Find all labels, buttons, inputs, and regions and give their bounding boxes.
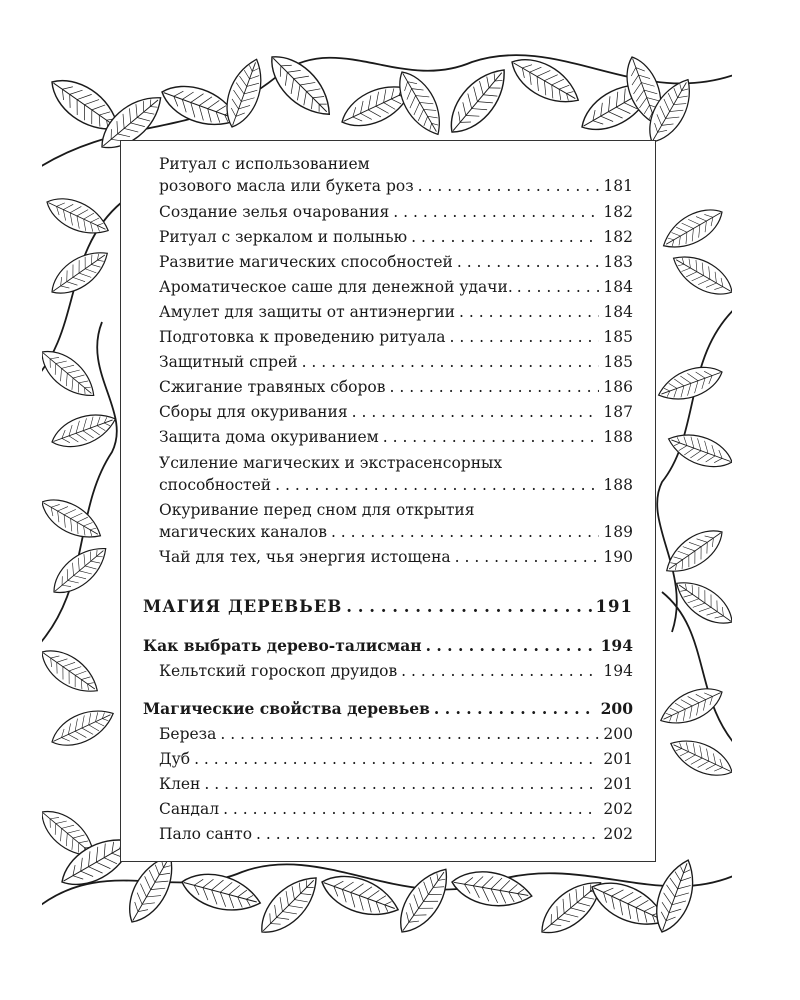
toc-leader-dots (389, 376, 599, 398)
toc-entry-title: Чай для тех, чья энергия истощена (159, 548, 451, 566)
toc-leader-dots (426, 635, 597, 657)
toc-leader-dots (223, 798, 599, 820)
toc-leader-dots (194, 748, 599, 770)
toc-leader-dots (352, 401, 600, 423)
toc-page-number: 186 (603, 378, 633, 396)
toc-page-number: 190 (603, 548, 633, 566)
toc-entry (159, 426, 633, 448)
toc-entry-line: Усиление магических и экстрасенсорных (159, 454, 503, 472)
toc-list (121, 141, 655, 861)
toc-entry-title: розового масла или букета роз (159, 177, 414, 195)
toc-page-number: 188 (603, 476, 633, 494)
toc-page-number: 184 (603, 303, 633, 321)
toc-entry-title: Береза (159, 725, 217, 743)
toc-section-title: Магические свойства деревьев (143, 699, 430, 718)
toc-leader-dots (204, 773, 599, 795)
toc-chapter-heading (143, 596, 633, 618)
toc-leader-dots (393, 201, 599, 223)
toc-entry-line: Ритуал с использованием (159, 155, 370, 173)
toc-page-number: 200 (603, 725, 633, 743)
toc-page-number: 194 (603, 662, 633, 680)
toc-entry (159, 201, 633, 223)
toc-leader-dots (418, 175, 600, 197)
toc-leader-dots (455, 546, 600, 568)
toc-entry-title: Амулет для защиты от антиэнергии (159, 303, 456, 321)
toc-entry (159, 798, 633, 820)
toc-page-number: 200 (600, 699, 633, 718)
table-of-contents-panel (120, 140, 656, 862)
toc-entry-title: Сандал (159, 800, 220, 818)
toc-entry-title: Сжигание травяных сборов (159, 378, 386, 396)
toc-entry-title: Пало санто (159, 825, 253, 843)
toc-entry (159, 660, 633, 682)
toc-page-number: 187 (603, 403, 633, 421)
toc-entry (159, 301, 633, 323)
toc-page-number: 194 (600, 636, 633, 655)
toc-leader-dots (275, 474, 599, 496)
toc-leader-dots (457, 251, 600, 273)
toc-entry-title: Ароматическое саше для денежной удачи. (159, 278, 513, 296)
toc-entry-title: Клен (159, 775, 201, 793)
toc-page-number: 182 (603, 203, 633, 221)
toc-entry-title: Кельтский гороскоп друидов (159, 662, 398, 680)
toc-entry (159, 351, 633, 373)
toc-entry-title: Создание зелья очарования (159, 203, 390, 221)
toc-entry-title: Подготовка к проведению ритуала (159, 328, 446, 346)
toc-page-number: 185 (603, 353, 633, 371)
toc-page-number: 202 (603, 825, 633, 843)
toc-entry (159, 823, 633, 845)
toc-page-number: 201 (603, 750, 633, 768)
toc-leader-dots (256, 823, 599, 845)
toc-entry-title: Сборы для окуривания (159, 403, 348, 421)
toc-page-number: 184 (603, 278, 633, 296)
toc-leader-dots (411, 226, 599, 248)
toc-entry (159, 521, 633, 543)
toc-leader-dots (346, 596, 591, 618)
toc-leader-dots (302, 351, 600, 373)
toc-entry-title: способностей (159, 476, 272, 494)
toc-entry-title: Ритуал с зеркалом и полынью (159, 228, 408, 246)
toc-leader-dots (434, 698, 597, 720)
toc-entry (159, 773, 633, 795)
toc-section-title: Как выбрать дерево-талисман (143, 636, 422, 655)
toc-leader-dots (383, 426, 600, 448)
toc-entry-line: Окуривание перед сном для открытия (159, 501, 475, 519)
toc-entry-title: Защитный спрей (159, 353, 298, 371)
toc-chapter-title: МАГИЯ ДЕРЕВЬЕВ (143, 597, 343, 616)
toc-entry (159, 401, 633, 423)
toc-page-number: 191 (595, 597, 633, 616)
toc-entry-title: Развитие магических способностей (159, 253, 453, 271)
toc-page-number: 181 (603, 177, 633, 195)
toc-leader-dots (401, 660, 599, 682)
toc-leader-dots (220, 723, 599, 745)
toc-entry (159, 251, 633, 273)
toc-entry (159, 376, 633, 398)
toc-entry-title: Дуб (159, 750, 191, 768)
toc-page-number: 202 (603, 800, 633, 818)
toc-section-heading (143, 698, 633, 720)
toc-leader-dots (459, 301, 599, 323)
toc-entry (159, 175, 633, 197)
toc-entry-title: Защита дома окуриванием (159, 428, 379, 446)
toc-page-number: 183 (603, 253, 633, 271)
toc-entry (159, 276, 633, 298)
toc-leader-dots (331, 521, 599, 543)
toc-entry (159, 326, 633, 348)
toc-leader-dots (517, 276, 600, 298)
toc-section-heading (143, 635, 633, 657)
toc-entry (159, 226, 633, 248)
toc-leader-dots (450, 326, 600, 348)
toc-entry-title: магических каналов (159, 523, 327, 541)
toc-page-number: 185 (603, 328, 633, 346)
toc-entry (159, 723, 633, 745)
toc-page-number: 188 (603, 428, 633, 446)
toc-page-number: 201 (603, 775, 633, 793)
toc-page-number: 189 (603, 523, 633, 541)
toc-entry (159, 748, 633, 770)
toc-entry (159, 546, 633, 568)
toc-page-number: 182 (603, 228, 633, 246)
toc-entry (159, 474, 633, 496)
